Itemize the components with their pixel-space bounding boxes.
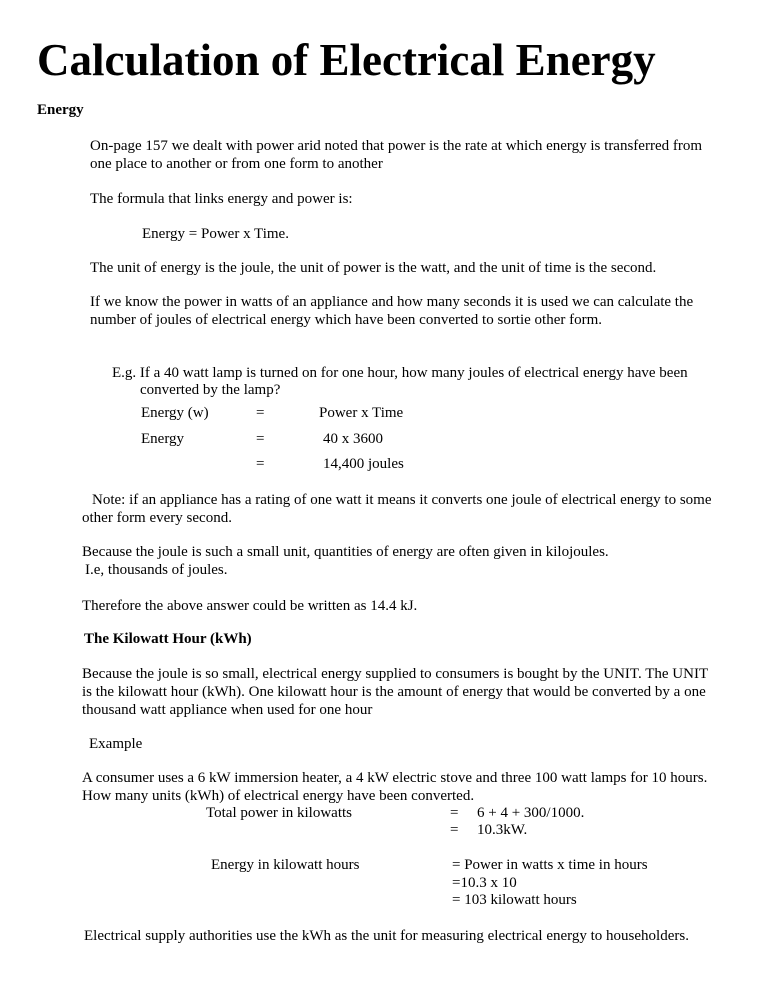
calc2-eq-1: = <box>450 805 459 821</box>
paragraph-power-line1: On-page 157 we dealt with power arid noted that power is the rate at which energy is transferred from <box>90 138 703 154</box>
formula-text: Energy = Power x Time. <box>142 226 289 242</box>
calc3-label: Energy in kilowatt hours <box>211 857 360 873</box>
example1-line1: E.g. If a 40 watt lamp is turned on for one hour, how many joules of electrical energy have been <box>112 365 688 381</box>
example-label: Example <box>89 736 143 752</box>
example1-line2: converted by the lamp? <box>140 382 281 398</box>
calc1-eq-3: = <box>256 456 265 472</box>
paragraph-kwh-line2: is the kilowatt hour (kWh). One kilowatt hour is the amount of energy that would be converted by a one <box>82 684 706 700</box>
paragraph-units: The unit of energy is the joule, the unit of power is the watt, and the unit of time is the second. <box>90 260 657 276</box>
paragraph-calc-line2: number of joules of electrical energy which have been converted to sortie other form. <box>90 312 603 328</box>
calc3-line3: = 103 kilowatt hours <box>452 892 577 908</box>
section-heading-kilowatt-hour: The Kilowatt Hour (kWh) <box>84 631 252 647</box>
calc2-value-1: 6 + 4 + 300/1000. <box>477 805 585 821</box>
calc1-label-1: Energy (w) <box>141 405 209 421</box>
example2-line2: How many units (kWh) of electrical energy have been converted. <box>82 788 475 804</box>
paragraph-answer-kj: Therefore the above answer could be written as 14.4 kJ. <box>82 598 418 614</box>
calc2-eq-2: = <box>450 822 459 838</box>
calc1-eq-1: = <box>256 405 265 421</box>
paragraph-kwh-line3: thousand watt appliance when used for one hour <box>82 702 373 718</box>
paragraph-power-line2: one place to another or from one form to another <box>90 156 383 172</box>
example2-line1: A consumer uses a 6 kW immersion heater, a 4 kW electric stove and three 100 watt lamps for 10 hours. <box>82 770 708 786</box>
calc1-value-3: 14,400 joules <box>323 456 404 472</box>
paragraph-kwh-line1: Because the joule is so small, electrical energy supplied to consumers is bought by the UNIT. The UNIT <box>82 666 709 682</box>
calc2-value-2: 10.3kW. <box>477 822 528 838</box>
paragraph-kilojoules-line2: I.e, thousands of joules. <box>85 562 228 578</box>
calc1-value-2: 40 x 3600 <box>323 431 383 447</box>
calc1-eq-2: = <box>256 431 265 447</box>
calc3-line2: =10.3 x 10 <box>452 875 517 891</box>
final-paragraph: Electrical supply authorities use the kWh as the unit for measuring electrical energy to householders. <box>84 928 689 944</box>
paragraph-kilojoules-line1: Because the joule is such a small unit, quantities of energy are often given in kilojoules. <box>82 544 609 560</box>
page-title: Calculation of Electrical Energy <box>37 35 656 85</box>
note-line2: other form every second. <box>82 510 232 526</box>
calc1-label-2: Energy <box>141 431 185 447</box>
note-line1: Note: if an appliance has a rating of one watt it means it converts one joule of electrical energy to some <box>92 492 712 508</box>
paragraph-formula-intro: The formula that links energy and power is: <box>90 191 353 207</box>
calc1-value-1: Power x Time <box>319 405 404 421</box>
section-heading-energy: Energy <box>37 102 84 118</box>
calc3-line1: = Power in watts x time in hours <box>452 857 648 873</box>
calc2-label: Total power in kilowatts <box>206 805 353 821</box>
paragraph-calc-line1: If we know the power in watts of an appliance and how many seconds it is used we can calculate the <box>90 294 694 310</box>
